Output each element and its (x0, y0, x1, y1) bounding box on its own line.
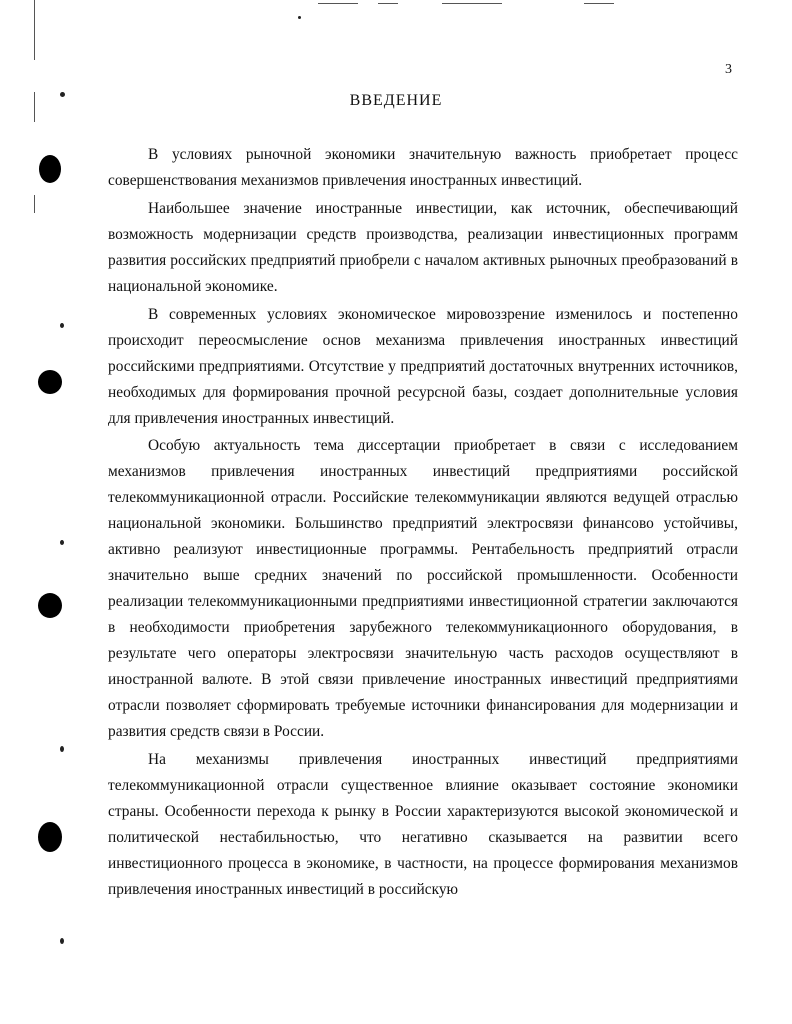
binder-hole (38, 822, 62, 852)
scan-mark-top (318, 3, 358, 4)
binder-hole (38, 370, 62, 394)
binder-hole (38, 593, 62, 618)
binder-hole (39, 155, 61, 183)
scan-speck (60, 540, 64, 545)
scan-edge-line (34, 195, 35, 213)
scan-speck (60, 323, 64, 328)
page-title: ВВЕДЕНИЕ (349, 92, 443, 109)
body-text (108, 142, 738, 905)
page-number: 3 (725, 62, 732, 77)
scan-speck (60, 938, 64, 944)
paragraph: На механизмы привлечения иностранных инвестиций предприятиями телекоммуникационной отрасли существенное влияние оказывает состояние экономики страны. Особенности перехода к рынку в России характеризуются высокой экономической и политической нестабильностью, что негативно сказывается на развитии всего инвестиционного процесса в экономике, в частности, на процессе формирования механизмов привлечения иностранных инвестиций в российскую (108, 750, 738, 898)
scan-mark-top (378, 3, 398, 4)
paragraph: Наибольшее значение иностранные инвестиции, как источник, обеспечивающий возможность модернизации средств производства, реализации инвестиционных программ развития российских предприятий приобрели с началом активных рыночных преобразований в национальной экономике. (108, 199, 738, 295)
scan-edge-line (34, 0, 35, 60)
scan-mark-top (442, 3, 502, 4)
paragraph: В современных условиях экономическое мировоззрение изменилось и постепенно происходит переосмысление основ механизма привлечения иностранных инвестиций российскими предприятиями. Отсутствие у предприятий достаточных внутренних источников, необходимых для формирования прочной ресурсной базы, создает дополнительные условия для привлечения иностранных инвестиций. (108, 305, 738, 427)
scan-speck (298, 16, 301, 19)
scan-mark-top (584, 3, 614, 4)
paragraph: Особую актуальность тема диссертации приобретает в связи с исследованием механизмов привлечения иностранных инвестиций предприятиями российской телекоммуникационной отрасли. Российские телекоммуникации являются ведущей отраслью национальной экономики. Большинство предприятий электросвязи финансово устойчивы, активно реализуют инвестиционные программы. Рентабельность предприятий отрасли значительно выше средних значений по российской промышленности. Особенности реализации телекоммуникационными предприятиями инвестиционной стратегии заключаются в необходимости приобретения зарубежного телекоммуникационного оборудования, в результате чего операторы электросвязи значительную часть расходов осуществляют в иностранной валюте. В этой связи привлечение иностранных инвестиций предприятиями отрасли позволяет сформировать требуемые источники финансирования для модернизации и развития средств связи в России. (108, 437, 738, 740)
paragraph: В условиях рыночной экономики значительную важность приобретает процесс совершенствования механизмов привлечения иностранных инвестиций. (108, 146, 738, 189)
scan-speck (60, 746, 64, 752)
